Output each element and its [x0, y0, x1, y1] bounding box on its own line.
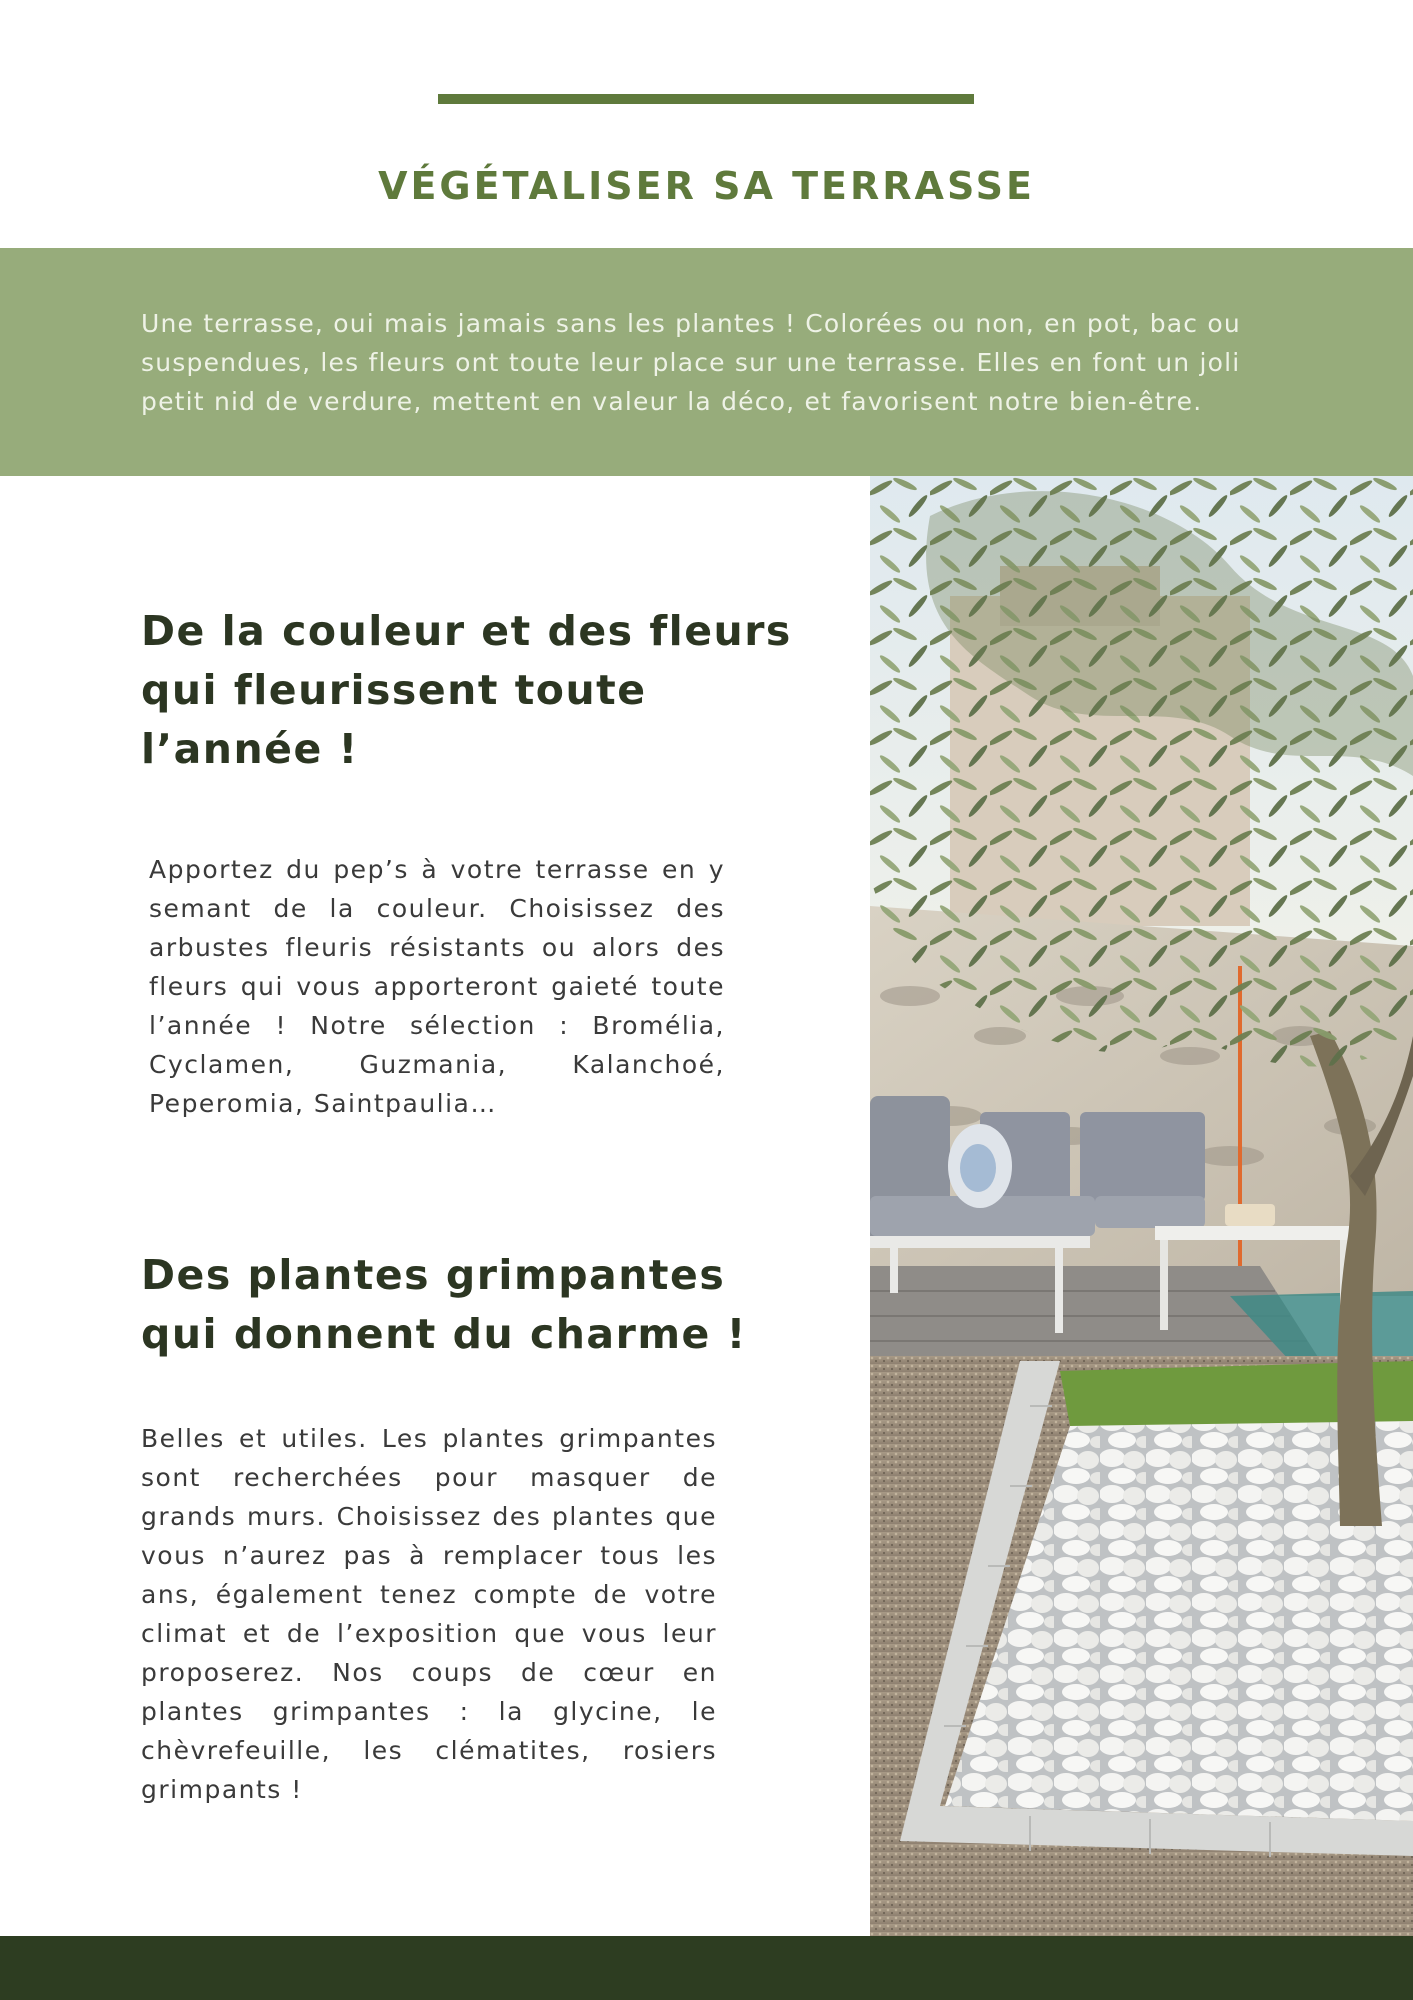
top-divider	[438, 94, 974, 104]
section-body-colors: Apportez du pep’s à votre terrasse en y semant de la couleur. Choisissez des arbustes fleuris résistants ou alors des fleurs qui vous apporteront gaieté toute l’année ! Notre sélection : Bromélia, Cyclamen, Guzmania, Kalanchoé, Peperomia, Saintpaulia…	[149, 855, 725, 1118]
footer-band	[0, 1936, 1413, 2000]
intro-text: Une terrasse, oui mais jamais sans les plantes ! Colorées ou non, en pot, bac ou suspendues, les fleurs ont toute leur place sur une terrasse. Elles en font un joli petit nid de verdure, mettent en valeur la déco, et favorisent notre bien-être.	[141, 309, 1241, 416]
section-heading-climbing-plants: Des plantes grimpantes qui donnent du charme !	[141, 1251, 747, 1358]
page-title: VÉGÉTALISER SA TERRASSE	[378, 164, 1035, 208]
terrace-photo	[870, 476, 1413, 1936]
section-body-climbing-plants: Belles et utiles. Les plantes grimpantes sont recherchées pour masquer de grands murs. Choisissez des plantes que vous n’aurez pas à remplacer tous les ans, également tenez compte de votre climat et de l’exposition que vous leur proposerez. Nos coups de cœur en plantes grimpantes : la glycine, le chèvrefeuille, les clématites, rosiers grimpants !	[141, 1424, 717, 1804]
section-heading-colors: De la couleur et des fleurs qui fleurissent toute l’année !	[141, 607, 792, 773]
